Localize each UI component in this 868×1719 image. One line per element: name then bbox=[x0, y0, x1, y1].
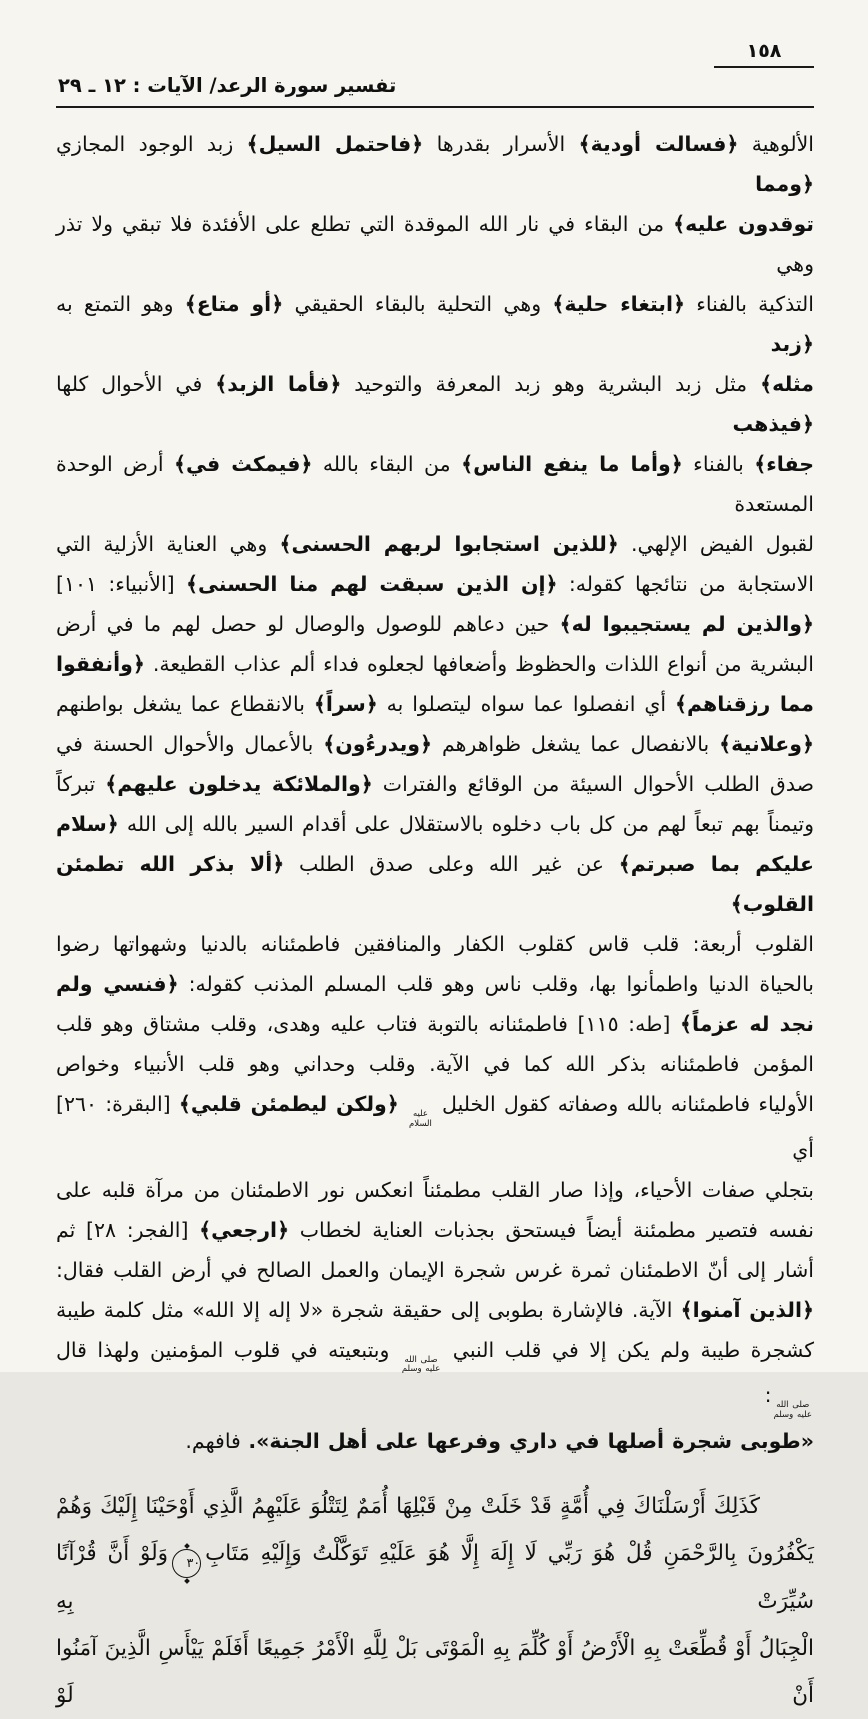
text-line bbox=[56, 564, 814, 604]
quran-quote-segment: ﴿فيذهب bbox=[732, 412, 814, 436]
text-segment: بالأعمال والأحوال الحسنة في bbox=[56, 732, 324, 756]
commentary-text bbox=[56, 124, 814, 1461]
text-line bbox=[56, 124, 814, 204]
text-segment: [طه: ١١٥] فاطمئنانه بالتوبة فتاب عليه وهدى، وقلب مشتاق وهو قلب bbox=[56, 1012, 680, 1036]
text-line bbox=[56, 364, 814, 444]
ayah-number-ornament: ٣٠ bbox=[172, 1549, 201, 1578]
quran-quote-segment: ﴿فسالت أودية﴾ bbox=[578, 132, 739, 156]
quran-quote-segment: ﴿وأنفقوا bbox=[56, 652, 145, 676]
quran-line bbox=[56, 1625, 814, 1719]
text-segment: وهي التحلية بالبقاء الحقيقي bbox=[283, 292, 553, 316]
text-segment: من البقاء في نار الله الموقدة التي تطلع على الأفئدة فلا تبقي ولا تذر وهي bbox=[56, 212, 814, 276]
text-segment bbox=[399, 1092, 407, 1116]
text-segment: كَذَلِكَ أَرْسَلْنَاكَ فِي أُمَّةٍ قَدْ خَلَتْ مِنْ قَبْلِهَا أُمَمٌ لِتَتْلُوَ عَلَيْهِمُ الَّذِي أَوْحَيْنَا إِلَيْكَ وَهُمْ bbox=[56, 1493, 760, 1519]
quran-quote-segment: عليكم بما صبرتم﴾ bbox=[618, 852, 814, 876]
text-line bbox=[56, 764, 814, 804]
quran-quote-segment: ﴿فيمكث في﴾ bbox=[173, 452, 313, 476]
quran-quote-segment: «طوبى شجرة أصلها في داري وفرعها على أهل الجنة». bbox=[248, 1428, 814, 1453]
text-segment: [البقرة: ٢٦٠] أي bbox=[56, 1092, 814, 1162]
text-segment: الآية. فالإشارة بطوبى إلى حقيقة شجرة «لا إله إلا الله» مثل كلمة طيبة bbox=[56, 1297, 681, 1322]
text-segment: لقبول الفيض الإلهي. bbox=[618, 532, 814, 556]
text-segment: المؤمن فاطمئنانه بذكر الله كما في الآية. وقلب وحداني وهو قلب الأنبياء وخواص bbox=[56, 1052, 814, 1076]
text-line bbox=[56, 1290, 814, 1330]
honorific-mark: عليه السلام bbox=[409, 1109, 432, 1129]
text-segment: أرض الوحدة المستعدة bbox=[56, 452, 814, 516]
quran-quote-segment: مثله﴾ bbox=[760, 372, 814, 396]
text-segment: بالحياة الدنيا واطمأنوا بها، وقلب ناس وهو قلب المسلم المذنب كقوله: bbox=[178, 972, 814, 996]
quran-quote-segment: ﴿أو متاع﴾ bbox=[184, 292, 284, 316]
quran-quote-segment: ﴿والذين لم يستجيبوا له﴾ bbox=[559, 612, 815, 636]
text-segment: من البقاء بالله bbox=[312, 452, 462, 476]
text-segment: صدق الطلب الأحوال السيئة من الوقائع والفترات bbox=[372, 772, 814, 796]
text-line bbox=[56, 844, 814, 924]
quran-quote-segment: ﴿فاحتمل السيل﴾ bbox=[246, 132, 424, 156]
text-line bbox=[56, 644, 814, 684]
quran-quote-segment: ﴿ومما bbox=[755, 172, 814, 196]
quran-quote-segment: ﴿ألا بذكر الله تطمئن القلوب﴾ bbox=[56, 852, 814, 916]
quran-quote-segment: ﴿إن الذين سبقت لهم منا الحسنى﴾ bbox=[185, 572, 558, 596]
quran-quote-segment: مما رزقناهم﴾ bbox=[674, 692, 814, 716]
text-line bbox=[56, 964, 814, 1004]
text-segment: الأولياء فاطمئنانه بالله وصفاته كقول الخليل bbox=[433, 1092, 814, 1116]
text-segment: زبد الوجود المجازي bbox=[56, 132, 247, 156]
text-segment: [الأنبياء: ١٠١] bbox=[56, 572, 186, 596]
text-segment: بالانفصال عما يشغل ظواهرهم bbox=[432, 732, 720, 756]
text-line bbox=[56, 1044, 814, 1084]
text-line bbox=[56, 924, 814, 964]
text-segment: وهي العناية الأزلية التي bbox=[56, 532, 280, 556]
quran-quote-segment: ﴿ولكن ليطمئن قلبي﴾ bbox=[178, 1092, 399, 1116]
quran-quote-segment: ﴿ارجعي﴾ bbox=[199, 1217, 290, 1242]
quran-quote-segment: جفاء﴾ bbox=[754, 452, 814, 476]
page-number: ١٥٨ bbox=[714, 40, 814, 68]
quran-quote-segment: ﴿فأما الزبد﴾ bbox=[215, 372, 342, 396]
text-line bbox=[56, 284, 814, 364]
quran-quote-segment: ﴿وأما ما ينفع الناس﴾ bbox=[461, 452, 683, 476]
text-segment: وَلَوْ أَنَّ قُرْآنًا سُيِّرَتْ بِهِ bbox=[56, 1540, 814, 1614]
quran-quote-segment: ﴿ويدرءُون﴾ bbox=[323, 732, 433, 756]
quran-quote-segment: نجد له عزماً﴾ bbox=[679, 1012, 814, 1036]
text-line bbox=[56, 444, 814, 524]
text-segment: : bbox=[764, 1383, 772, 1408]
text-line bbox=[56, 1330, 814, 1421]
quran-quote-segment: ﴿فنسي ولم bbox=[56, 972, 179, 996]
text-line bbox=[56, 1004, 814, 1044]
text-segment: التذكية بالفناء bbox=[685, 292, 814, 316]
text-segment: [الفجر: ٢٨] ثم bbox=[56, 1217, 200, 1242]
text-segment: كشجرة طيبة ولم يكن إلا في قلب النبي bbox=[442, 1337, 815, 1362]
text-segment: وبتبعيته في قلوب المؤمنين ولهذا قال bbox=[56, 1337, 400, 1362]
text-segment: الألوهية bbox=[738, 132, 815, 156]
header-rule bbox=[56, 74, 814, 108]
text-line bbox=[56, 524, 814, 564]
text-segment: بالانقطاع عما يشغل بواطنهم bbox=[56, 692, 314, 716]
quran-verse-block bbox=[56, 1483, 814, 1719]
text-line bbox=[56, 684, 814, 724]
quran-line bbox=[56, 1483, 814, 1530]
honorific-mark: صلى الله عليه وسلم bbox=[401, 1354, 441, 1375]
text-segment: القلوب أربعة: قلب قاس كقلوب الكفار والمنافقين فاطمئنانه بالدنيا وشهواتها رضوا bbox=[56, 932, 814, 956]
text-line bbox=[56, 1210, 814, 1250]
text-segment: وهو التمتع به bbox=[56, 292, 185, 316]
text-line bbox=[56, 1084, 814, 1170]
text-segment: الْجِبَالُ أَوْ قُطِّعَتْ بِهِ الْأَرْضُ أَوْ كُلِّمَ بِهِ الْمَوْتَى بَلْ لِلَّهِ الْأَمْرُ جَمِيعًا أَفَلَمْ يَيْأَسِ الَّذِينَ آمَنُوا أَنْ لَوْ bbox=[56, 1635, 814, 1708]
text-line bbox=[56, 804, 814, 844]
page-number-row bbox=[56, 40, 814, 74]
text-segment: أي انفصلوا عما سواه ليتصلوا به bbox=[377, 692, 675, 716]
quran-quote-segment: ﴿والملائكة يدخلون عليهم﴾ bbox=[105, 772, 373, 796]
text-line bbox=[56, 1250, 814, 1290]
text-segment: في الأحوال كلها bbox=[56, 372, 216, 396]
text-segment: حين دعاهم للوصول والوصال لو حصل لهم ما في أرض bbox=[56, 612, 560, 636]
text-segment: تبركاً bbox=[56, 772, 106, 796]
text-segment: بتجلي صفات الأحياء، وإذا صار القلب مطمئناً انعكس نور الاطمئنان من مرآة قلبه على bbox=[56, 1177, 814, 1202]
quran-line bbox=[56, 1530, 814, 1625]
quran-quote-segment: ﴿سراً﴾ bbox=[313, 692, 378, 716]
text-segment: أشار إلى أنّ الاطمئنان ثمرة غرس شجرة الإيمان والعمل الصالح في أرض القلب فقال: bbox=[56, 1257, 814, 1282]
text-segment: عن غير الله وعلى صدق الطلب bbox=[284, 852, 619, 876]
text-segment: نفسه فتصير مطمئنة أيضاً فيستحق بجذبات العناية لخطاب bbox=[289, 1217, 814, 1242]
quran-quote-segment: ﴿زبد bbox=[770, 332, 814, 356]
text-segment: مثل زبد البشرية وهو زبد المعرفة والتوحيد bbox=[341, 372, 761, 396]
text-line bbox=[56, 724, 814, 764]
quran-quote-segment: ﴿للذين استجابوا لربهم الحسنى﴾ bbox=[279, 532, 619, 556]
quran-quote-segment: توقدون عليه﴾ bbox=[673, 212, 815, 236]
text-segment: وتيمناً بهم تبعاً لهم من كل باب دخلوه بالاستقلال على أقدام السير بالله إلى الله bbox=[118, 812, 814, 836]
page-header bbox=[56, 40, 814, 108]
text-segment: البشرية من أنواع اللذات والحظوظ وأضعافها لجعلوه فداء ألم عذاب القطيعة. bbox=[144, 652, 814, 676]
text-line bbox=[56, 604, 814, 644]
quran-quote-segment: ﴿الذين آمنوا﴾ bbox=[680, 1297, 815, 1322]
quran-quote-segment: ﴿ابتغاء حلية﴾ bbox=[552, 292, 686, 316]
text-line bbox=[56, 1421, 814, 1461]
text-segment: بالفناء bbox=[682, 452, 755, 476]
quran-quote-segment: ﴿وعلانية﴾ bbox=[719, 732, 814, 756]
text-segment: فافهم. bbox=[185, 1428, 249, 1453]
honorific-mark: صلى الله عليه وسلم bbox=[773, 1400, 812, 1420]
text-segment: الاستجابة من نتائجها كقوله: bbox=[557, 572, 814, 596]
text-segment: الأسرار بقدرها bbox=[423, 132, 579, 156]
running-title: تفسير سورة الرعد/ الآيات : ١٢ ـ ٢٩ bbox=[58, 74, 397, 97]
text-segment: يَكْفُرُونَ بِالرَّحْمَنِ قُلْ هُوَ رَبِّي لَا إِلَهَ إِلَّا هُوَ عَلَيْهِ تَوَكَّلْتُ وَإِلَيْهِ مَتَابِ bbox=[205, 1540, 814, 1566]
text-line bbox=[56, 1170, 814, 1210]
quran-quote-segment: ﴿سلام bbox=[56, 812, 119, 836]
text-line bbox=[56, 204, 814, 284]
